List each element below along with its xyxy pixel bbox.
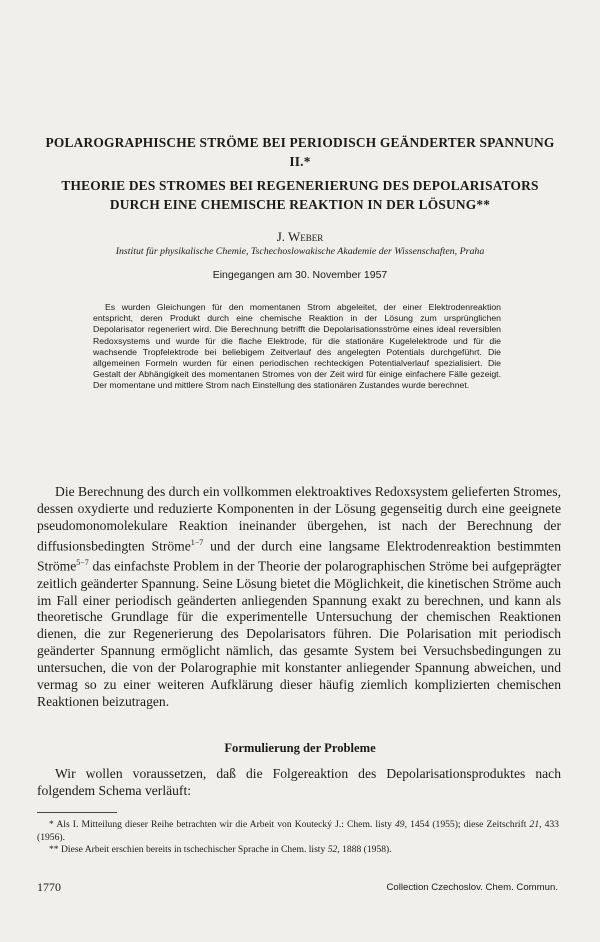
footnote-1-text-c: , 433 (1956). xyxy=(37,819,559,843)
footnote-2 xyxy=(37,844,559,857)
intro-text-2: und der durch eine langsame Elektrodenreaktion bestimmten Ströme xyxy=(37,538,561,574)
intro-paragraph xyxy=(37,484,561,711)
journal-name: Collection Czechoslov. Chem. Commun. xyxy=(386,882,558,893)
abstract: Es wurden Gleichungen für den momentanen Strom abgeleitet, der einer Elektrodenreaktion entspricht, deren Produkt durch eine chemische Reaktion in der Lösung zum ursprünglichen Depolarisator regeneriert wird. Die Berechnung betrifft die Depolarisationsströme eines ideal reversiblen Redoxsystems und wurde für die flache Elektrode, für die stationäre Kugelelektrode und für die wachsende Tropfelektrode bei beliebigem Zeitverlauf des angelegten Potentials durchgeführt. Die allgemeinen Formeln wurden für einen periodischen rechteckigen Potentialverlauf spezialisiert. Die Gestalt der Abhängigkeit des momentanen Stromes von der Zeit wird für einige einfachere Fälle gezeigt. Der momentane und mittlere Strom nach Einstellung des stationären Zustandes wurde berechnet. xyxy=(93,302,501,391)
author: J. Weber xyxy=(276,229,324,244)
title-subtitle: THEORIE DES STROMES BEI REGENERIERUNG DES DEPOLARISATORS DURCH EINE CHEMISCHE REAKTION IN DER LÖSUNG** xyxy=(61,178,539,212)
problem-paragraph: Wir wollen voraussetzen, daß die Folgereaktion des Depolarisationsproduktes nach folgendem Schema verläuft: xyxy=(37,766,561,798)
footnote-2-text-a: ** Diese Arbeit erschien bereits in tschechischer Sprache in Chem. listy xyxy=(49,844,328,855)
received-date: Eingegangen am 30. November 1957 xyxy=(212,269,388,281)
footnote-1-volume: 49 xyxy=(395,819,405,830)
affiliation: Institut für physikalische Chemie, Tschechoslowakische Akademie der Wissenschaften, Praha xyxy=(115,246,485,257)
footnote-1-text-b: , 1454 (1955); diese Zeitschrift xyxy=(404,819,530,830)
footnote-1-text-a: * Als I. Mitteilung dieser Reihe betrachten wir die Arbeit von Koutecký J.: Chem. listy xyxy=(49,819,395,830)
intro-text-3: das einfachste Problem in der Theorie der polarographischen Ströme bei aufgeprägter zeitlich geänderter Spannung. Seine Lösung bietet die Möglichkeit, die kinetischen Ströme auch im Fall einer periodisch geänderten anliegenden Spannung exakt zu berechnen, und kann als theoretische Grundlage für die experimentelle Untersuchung der chemischen Reaktionen dienen, die zur Regenerierung des Depolarisators führen. Die Polarisation mit periodisch geänderter Spannung ermöglicht nämlich, das gesamte System bei Versuchsbedingungen zu untersuchen, die von der Polarographie mit konstanter anliegender Spannung abweichen, und vermag so zu einer weiteren Aufklärung dieser häufig ziemlich komplizierten chemischen Reaktionen beizutragen. xyxy=(37,558,561,709)
footnote-rule xyxy=(37,812,117,813)
citation-ref-2: 5−7 xyxy=(76,558,89,568)
footnote-2-text-b: , 1888 (1958). xyxy=(337,844,392,855)
footnote-1 xyxy=(37,819,559,844)
intro-text-1: Die Berechnung des durch ein vollkommen elektroaktives Redoxsystem gelieferten Stromes, dessen oxydierte und reduzierte Komponenten in der Lösung gegenseitig durch eine geeignete pseudomonomolekulare Reaktion ineinander übergehen, ist nach der Berechnung der diffusionsbedingten Ströme xyxy=(37,484,561,554)
footnote-2-volume: 52 xyxy=(327,844,338,855)
title-main: POLAROGRAPHISCHE STRÖME BEI PERIODISCH GEÄNDERTER SPANNUNG II.* xyxy=(45,135,555,169)
section-heading: Formulierung der Probleme xyxy=(224,741,376,755)
footnote-1-volume-2: 21 xyxy=(529,819,540,830)
page-number: 1770 xyxy=(37,880,61,894)
citation-ref-1: 1−7 xyxy=(190,537,204,547)
